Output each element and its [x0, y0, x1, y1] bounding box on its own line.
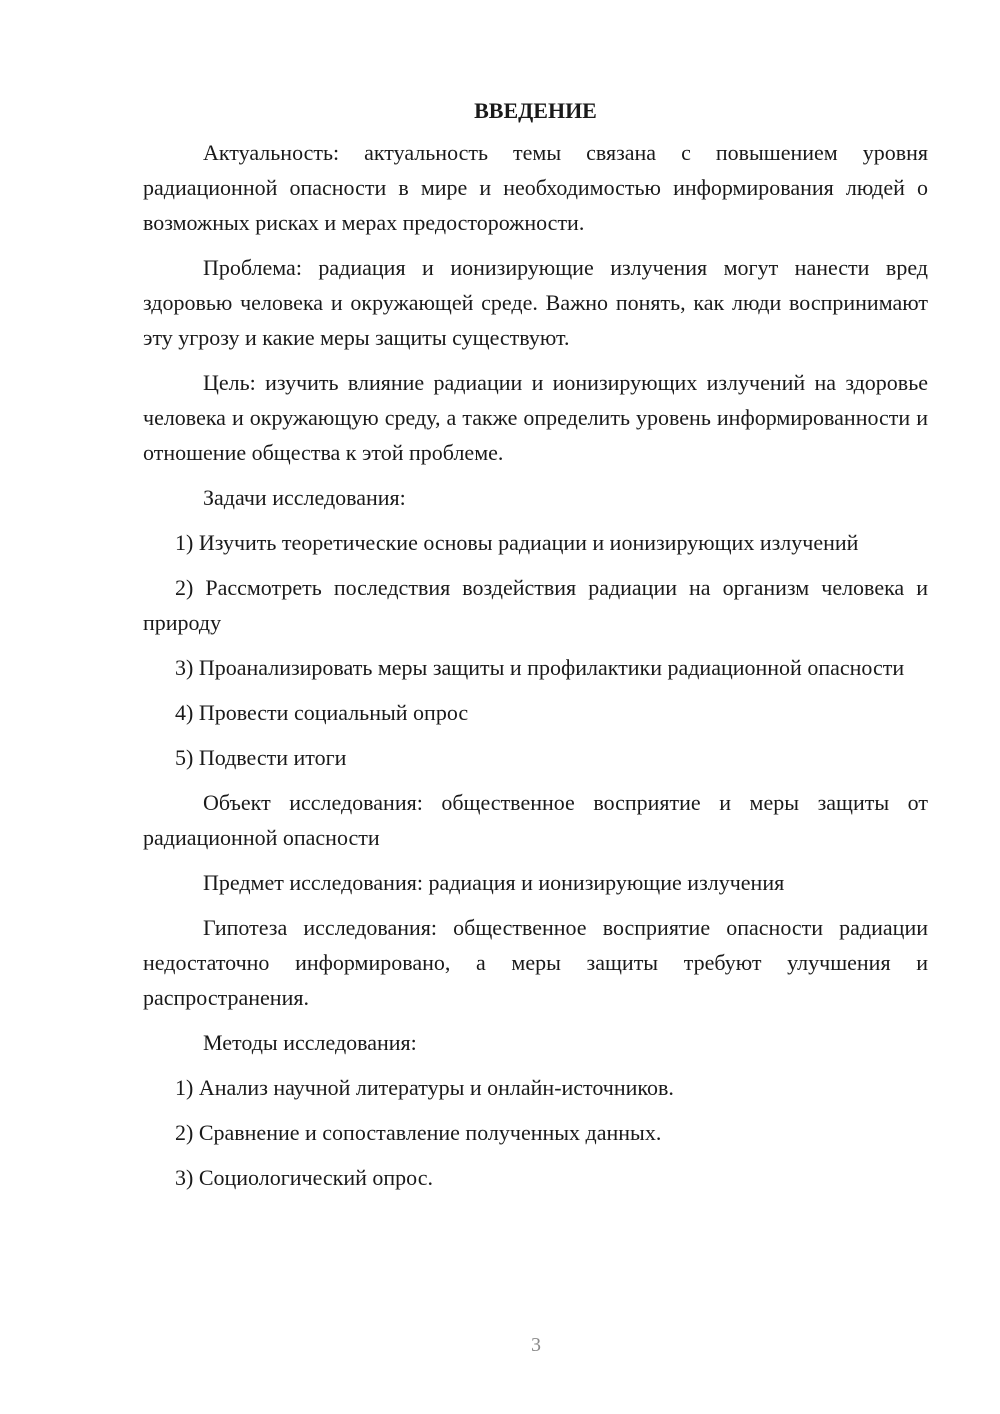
goal-paragraph: Цель: изучить влияние радиации и ионизирующих излучений на здоровье человека и окружающую среду, а также определить уровень информированности и отношение общества к этой проблеме. — [143, 370, 928, 465]
relevance-paragraph: Актуальность: актуальность темы связана с повышением уровня радиационной опасности в мире и необходимостью информирования людей о возможных рисках и мерах предосторожности. — [143, 140, 928, 235]
subject-paragraph: Предмет исследования: радиация и ионизирующие излучения — [203, 870, 785, 895]
task-item: 4) Провести социальный опрос — [175, 700, 469, 725]
problem-paragraph: Проблема: радиация и ионизирующие излучения могут нанести вред здоровью человека и окружающей среде. Важно понять, как люди воспринимают эту угрозу и какие меры защиты существуют. — [143, 255, 928, 350]
hypothesis-paragraph: Гипотеза исследования: общественное восприятие опасности радиации недостаточно информировано, а меры защиты требуют улучшения и распространения. — [143, 915, 928, 1010]
method-item: 3) Социологический опрос. — [175, 1165, 433, 1190]
task-item: 5) Подвести итоги — [175, 745, 347, 770]
method-item: 2) Сравнение и сопоставление полученных данных. — [175, 1120, 662, 1145]
page-title: ВВЕДЕНИЕ — [474, 98, 597, 123]
task-item: 2) Рассмотреть последствия воздействия радиации на организм человека и природу — [143, 575, 928, 635]
method-item: 1) Анализ научной литературы и онлайн-источников. — [175, 1075, 674, 1100]
task-item: 3) Проанализировать меры защиты и профилактики радиационной опасности — [175, 655, 905, 680]
task-item: 1) Изучить теоретические основы радиации и ионизирующих излучений — [175, 530, 859, 555]
document-page — [143, 93, 928, 1205]
page-number: 3 — [531, 1334, 541, 1356]
methods-heading: Методы исследования: — [203, 1030, 417, 1055]
object-paragraph: Объект исследования: общественное восприятие и меры защиты от радиационной опасности — [143, 790, 928, 850]
tasks-heading: Задачи исследования: — [203, 485, 406, 510]
